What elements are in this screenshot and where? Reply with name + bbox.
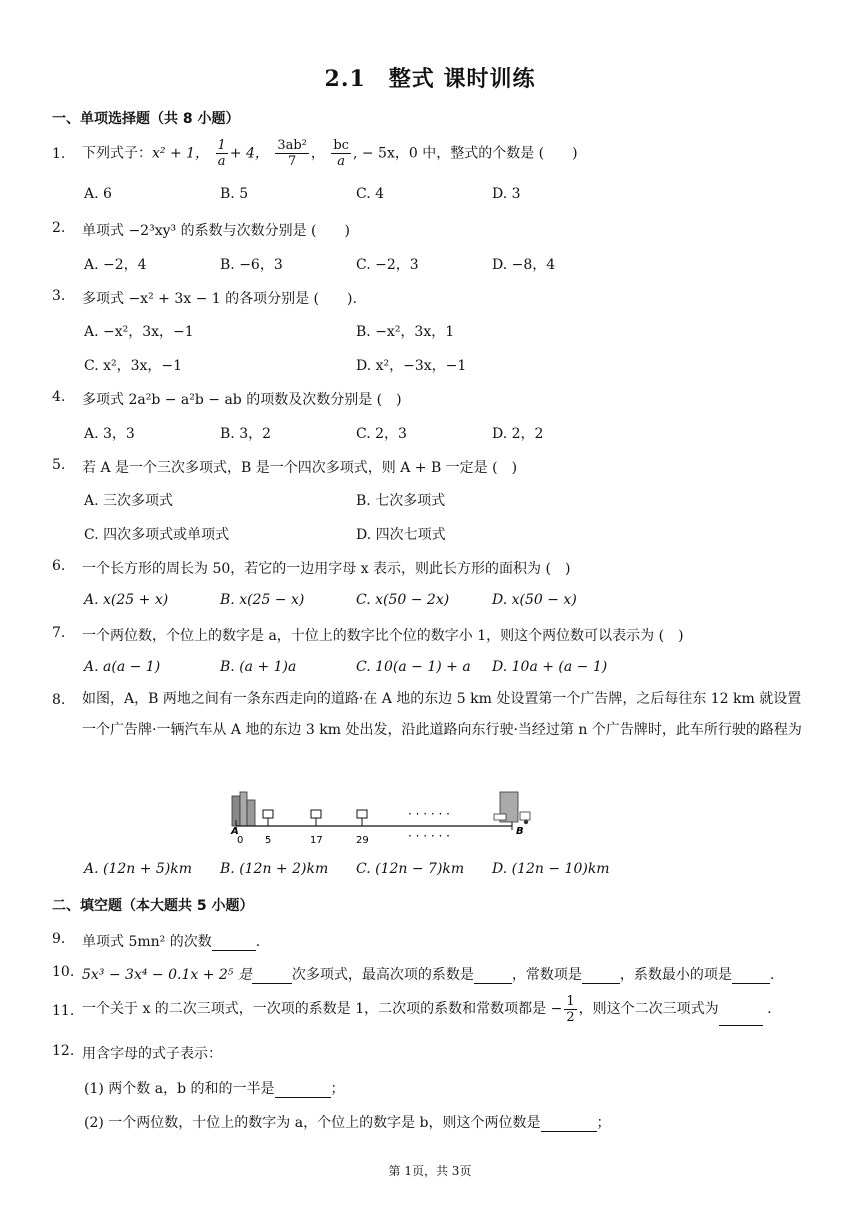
option-d[interactable]: D. 10a + (a − 1) <box>492 659 608 675</box>
option-a[interactable]: A. x(25 + x) <box>84 592 169 608</box>
billboard-icon <box>263 810 273 826</box>
label-b: B <box>516 826 524 837</box>
answer-blank[interactable] <box>719 993 763 1026</box>
option-d[interactable]: D. 3 <box>492 186 521 202</box>
question-text: ，系数最小的项是 <box>619 967 732 983</box>
question-1-stem <box>82 138 578 169</box>
section-heading-multiple-choice: 一、单项选择题（共 8 小题） <box>52 111 240 127</box>
billboard-icon <box>357 810 367 826</box>
question-6-stem: 一个长方形的周长为 50，若它的一边用字母 x 表示，则此长方形的面积为 ( ) <box>82 561 571 577</box>
answer-blank[interactable] <box>252 967 292 984</box>
question-2-stem: 单项式 −2³xy³ 的系数与次数分别是 ( ) <box>82 223 350 239</box>
option-d[interactable]: D. 四次七项式 <box>356 527 446 543</box>
fraction-denominator: a <box>337 154 346 169</box>
option-a[interactable]: A. −2，4 <box>84 257 147 273</box>
question-7-stem: 一个两位数，个位上的数字是 a，十位上的数字比个位的数字小 1，则这个两位数可以表示为 ( ) <box>82 628 684 644</box>
expression: ， <box>310 145 325 162</box>
punctuation: . <box>255 934 261 950</box>
answer-blank[interactable] <box>275 1081 331 1098</box>
question-number: 12. <box>52 1043 75 1059</box>
option-c[interactable]: C. 四次多项式或单项式 <box>84 527 230 543</box>
question-9-stem <box>82 931 260 951</box>
option-b[interactable]: B. 5 <box>220 186 249 202</box>
fraction <box>275 138 309 169</box>
option-c[interactable]: C. −2，3 <box>356 257 419 273</box>
question-number: 2. <box>52 220 66 236</box>
option-d[interactable]: D. x²，−3x，−1 <box>356 358 467 374</box>
option-d[interactable]: D. (12n − 10)km <box>492 861 610 877</box>
option-b[interactable]: B. (a + 1)a <box>220 659 297 675</box>
option-a[interactable]: A. (12n + 5)km <box>84 861 193 877</box>
option-c[interactable]: C. x(50 − 2x) <box>356 592 450 608</box>
answer-blank[interactable] <box>582 967 620 984</box>
question-4-stem: 多项式 2a²b − a²b − ab 的项数及次数分别是 ( ) <box>82 392 402 408</box>
option-b[interactable]: B. (12n + 2)km <box>220 861 329 877</box>
option-b[interactable]: B. 七次多项式 <box>356 493 446 509</box>
fraction-numerator: 3ab² <box>277 138 307 153</box>
tick-label-0: 0 <box>237 835 244 846</box>
fraction-numerator: 1 <box>566 993 575 1009</box>
question-text: 次多项式，最高次项的系数是 <box>291 967 474 983</box>
question-text: ，则这个二次三项式为 <box>578 1001 719 1017</box>
question-number: 11. <box>52 1003 75 1019</box>
question-text: 一个关于 x 的二次三项式，一次项的系数是 1，二次项的系数和常数项都是 − <box>82 1001 563 1017</box>
billboard-icon <box>311 810 321 826</box>
fraction <box>216 138 228 169</box>
ellipsis-dots-upper: · · · · · · <box>408 807 450 821</box>
question-number: 8. <box>52 692 66 708</box>
question-text: (1) 两个数 a，b 的和的一半是 <box>84 1081 275 1097</box>
page-title: 2.1 整式 课时训练 <box>324 66 536 92</box>
fraction <box>331 138 351 169</box>
building-b-icon <box>494 792 530 824</box>
question-number: 9. <box>52 931 66 947</box>
punctuation: . <box>762 1001 772 1017</box>
question-12-stem: 用含字母的式子表示： <box>82 1046 222 1062</box>
expression: 5x³ − 3x⁴ − 0.1x + 2⁵ 是 <box>82 967 252 983</box>
question-5-stem: 若 A 是一个三次多项式，B 是一个四次多项式，则 A + B 一定是 ( ) <box>82 460 518 476</box>
expression: , − 5x，0 中，整式的个数是 ( ) <box>352 145 578 162</box>
option-b[interactable]: B. 3，2 <box>220 426 272 442</box>
option-c[interactable]: C. 10(a − 1) + a <box>356 659 471 675</box>
label-a: A <box>231 826 239 837</box>
question-text: (2) 一个两位数，十位上的数字为 a，个位上的数字是 b，则这个两位数是 <box>84 1115 541 1131</box>
question-number: 6. <box>52 558 66 574</box>
fraction-denominator: 2 <box>566 1009 575 1025</box>
option-a[interactable]: A. 6 <box>84 186 112 202</box>
building-a-icon <box>232 792 255 826</box>
question-number: 7. <box>52 625 66 641</box>
option-d[interactable]: D. x(50 − x) <box>492 592 577 608</box>
question-number: 1. <box>52 146 66 162</box>
option-d[interactable]: D. 2，2 <box>492 426 544 442</box>
question-11-stem <box>82 993 772 1026</box>
question-text: 单项式 5mn² 的次数 <box>82 934 212 950</box>
fraction-denominator: 7 <box>287 154 297 169</box>
option-c[interactable]: C. x²，3x，−1 <box>84 358 183 374</box>
punctuation: ； <box>596 1115 611 1131</box>
question-number: 10. <box>52 964 75 980</box>
option-d[interactable]: D. −8，4 <box>492 257 556 273</box>
punctuation: . <box>769 967 775 983</box>
option-a[interactable]: A. −x²，3x，−1 <box>84 324 194 340</box>
option-c[interactable]: C. 4 <box>356 186 385 202</box>
option-b[interactable]: B. −x²，3x，1 <box>356 324 455 340</box>
answer-blank[interactable] <box>474 967 512 984</box>
option-a[interactable]: A. 三次多项式 <box>84 493 174 509</box>
page-footer: 第 1页，共 3页 <box>388 1164 472 1178</box>
option-b[interactable]: B. −6，3 <box>220 257 283 273</box>
question-number: 3. <box>52 288 66 304</box>
fraction-numerator: bc <box>333 138 349 153</box>
question-12-part-2 <box>84 1112 611 1132</box>
option-c[interactable]: C. (12n − 7)km <box>356 861 465 877</box>
option-a[interactable]: A. a(a − 1) <box>84 659 161 675</box>
answer-blank[interactable] <box>541 1115 597 1132</box>
question-number: 5. <box>52 457 66 473</box>
question-10-stem <box>82 964 774 984</box>
answer-blank[interactable] <box>212 934 256 951</box>
option-a[interactable]: A. 3，3 <box>84 426 135 442</box>
option-c[interactable]: C. 2，3 <box>356 426 407 442</box>
punctuation: ； <box>330 1081 345 1097</box>
question-text: ，常数项是 <box>511 967 582 983</box>
question-12-part-1 <box>84 1078 345 1098</box>
option-b[interactable]: B. x(25 − x) <box>220 592 305 608</box>
question-text: 下列式子： <box>82 145 152 162</box>
road-billboard-figure <box>228 788 540 848</box>
fraction-denominator: a <box>217 154 226 169</box>
tick-label-17: 17 <box>310 835 323 846</box>
expression: + 4， <box>229 145 269 162</box>
fraction-numerator: 1 <box>217 138 226 153</box>
tick-label-5: 5 <box>265 835 272 846</box>
ellipsis-dots-lower: · · · · · · <box>408 829 450 843</box>
section-heading-fill-in: 二、填空题（本大题共 5 小题） <box>52 898 254 914</box>
answer-blank[interactable] <box>732 967 770 984</box>
question-8-stem: 如图，A，B 两地之间有一条东西走向的道路·在 A 地的东边 5 km 处设置第一个广告牌，之后每往东 12 km 就设置一个广告牌·一辆汽车从 A 地的东边 3 km 处出发，沿此道路向东行驶·当经过第 n 个广告牌时，此车所行驶的路程为 <box>82 691 802 738</box>
expression: x² + 1， <box>152 145 210 162</box>
tick-label-29: 29 <box>356 835 369 846</box>
question-number: 4. <box>52 389 66 405</box>
question-3-stem: 多项式 −x² + 3x − 1 的各项分别是 ( ). <box>82 291 357 307</box>
fraction <box>564 994 576 1025</box>
